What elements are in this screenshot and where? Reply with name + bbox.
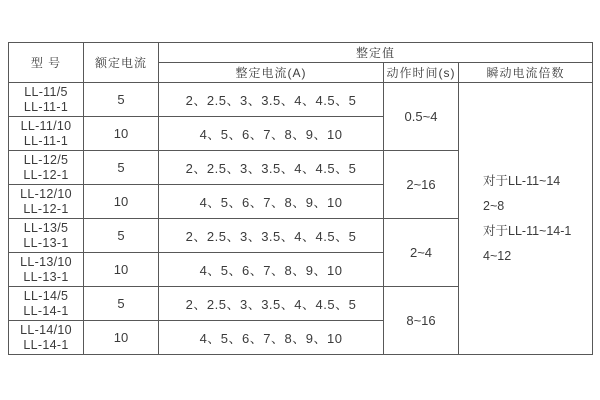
header-action-time: 动作时间(s): [384, 63, 459, 83]
rated-current-cell: 10: [84, 185, 159, 219]
model-line: LL-14/5: [23, 288, 69, 303]
header-rated-current: 额定电流: [84, 43, 159, 83]
model-line: LL-13/10: [20, 254, 72, 269]
rated-current-cell: 5: [84, 151, 159, 185]
model-cell: [9, 287, 84, 321]
instant-multiple-cell: [459, 83, 593, 355]
setting-current-cell: 2、2.5、3、3.5、4、4.5、5: [159, 219, 384, 253]
table-body: [9, 83, 593, 355]
model-cell: [9, 321, 84, 355]
instant-multiple-line: 对于LL-11~14: [483, 173, 561, 188]
instant-multiple-line: 对于LL-11~14-1: [483, 223, 572, 238]
setting-current-cell: 2、2.5、3、3.5、4、4.5、5: [159, 287, 384, 321]
setting-current-cell: 4、5、6、7、8、9、10: [159, 321, 384, 355]
action-time-cell: 2~4: [384, 219, 459, 287]
rated-current-cell: 10: [84, 321, 159, 355]
model-cell: [9, 219, 84, 253]
setting-current-cell: 4、5、6、7、8、9、10: [159, 117, 384, 151]
model-cell: [9, 185, 84, 219]
rated-current-cell: 5: [84, 219, 159, 253]
setting-current-cell: 2、2.5、3、3.5、4、4.5、5: [159, 151, 384, 185]
setting-current-cell: 2、2.5、3、3.5、4、4.5、5: [159, 83, 384, 117]
model-line: LL-14/10: [20, 322, 72, 337]
model-cell: [9, 117, 84, 151]
setting-current-cell: 4、5、6、7、8、9、10: [159, 185, 384, 219]
model-line: LL-13/5: [23, 220, 69, 235]
rated-current-cell: 10: [84, 253, 159, 287]
model-cell: [9, 253, 84, 287]
model-line: LL-12/5: [23, 152, 69, 167]
model-line: LL-13-1: [23, 269, 69, 284]
header-instant-multiple: 瞬动电流倍数: [459, 63, 593, 83]
instant-multiple-line: 2~8: [483, 198, 505, 213]
model-line: LL-14-1: [23, 337, 69, 352]
header-setting-current: 整定电流(A): [159, 63, 384, 83]
rated-current-cell: 10: [84, 117, 159, 151]
header-row-1: [9, 43, 593, 63]
relay-setting-spec-table: [8, 42, 593, 355]
rated-current-cell: 5: [84, 83, 159, 117]
model-line: LL-12-1: [23, 167, 69, 182]
model-line: LL-11/5: [24, 84, 68, 99]
model-line: LL-11-1: [23, 99, 69, 114]
model-line: LL-12-1: [23, 201, 69, 216]
table-row: [9, 83, 593, 117]
rated-current-cell: 5: [84, 287, 159, 321]
model-cell: [9, 151, 84, 185]
action-time-cell: 2~16: [384, 151, 459, 219]
table-header: [9, 43, 593, 83]
setting-current-cell: 4、5、6、7、8、9、10: [159, 253, 384, 287]
action-time-cell: 8~16: [384, 287, 459, 355]
model-cell: [9, 83, 84, 117]
model-line: LL-11/10: [20, 118, 72, 133]
instant-multiple-line: 4~12: [483, 248, 512, 263]
header-model: 型 号: [9, 43, 84, 83]
action-time-cell: 0.5~4: [384, 83, 459, 151]
model-line: LL-12/10: [20, 186, 72, 201]
model-line: LL-14-1: [23, 303, 69, 318]
header-setting-value: 整定值: [159, 43, 593, 63]
model-line: LL-11-1: [23, 133, 69, 148]
model-line: LL-13-1: [23, 235, 69, 250]
